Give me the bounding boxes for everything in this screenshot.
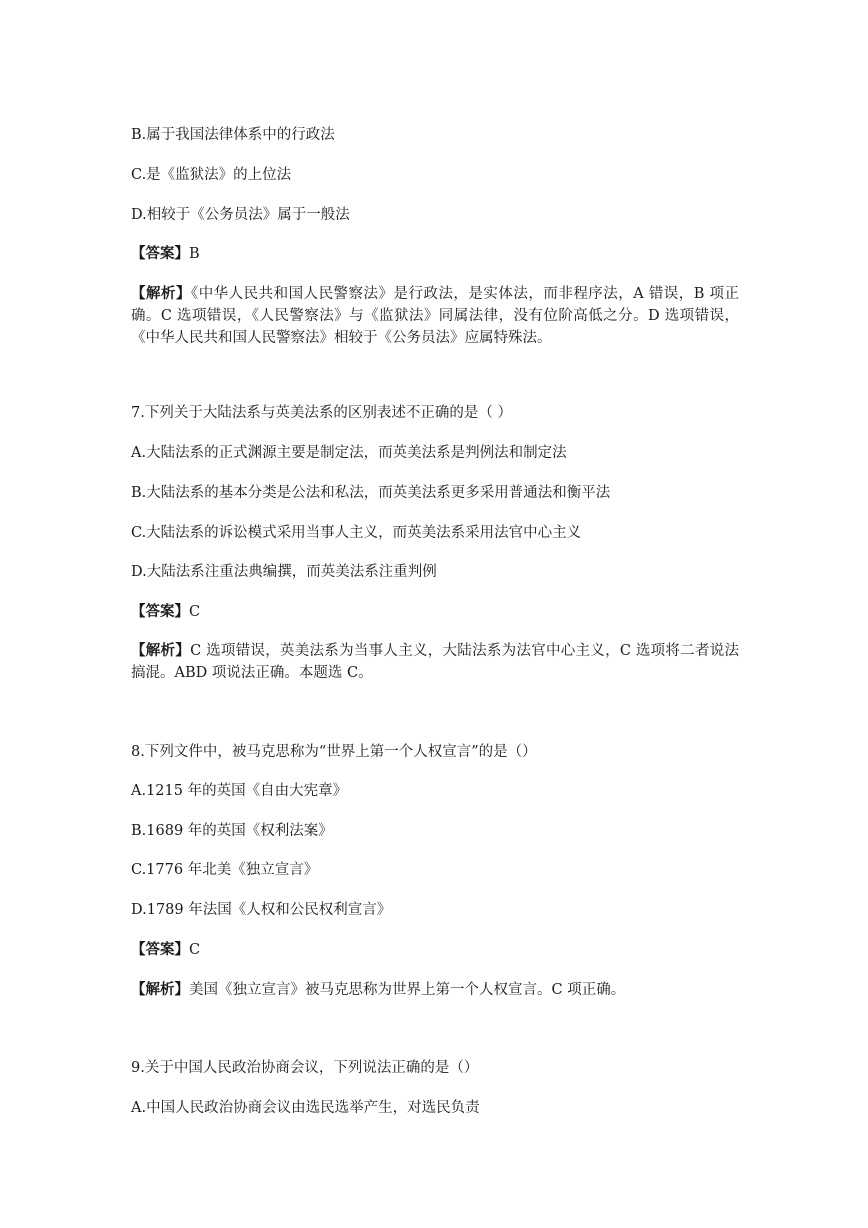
q6-option-c: C.是《监狱法》的上位法 [131,167,292,183]
analysis-label: 【解析】 [131,982,189,998]
q8-analysis [131,979,741,1001]
q6-option-d: D.相较于《公务员法》属于一般法 [131,207,350,223]
q9-question: 9.关于中国人民政治协商会议，下列说法正确的是（） [131,1060,479,1076]
q8-option-a: A.1215 年的英国《自由大宪章》 [131,783,348,799]
answer-value: C [189,942,201,958]
analysis-label: 【解析】 [131,286,191,302]
q7-option-a: A.大陆法系的正式渊源主要是制定法，而英美法系是判例法和制定法 [131,445,567,461]
q6-analysis [131,283,739,349]
q7-option-c: C.大陆法系的诉讼模式采用当事人主义，而英美法系采用法官中心主义 [131,525,582,541]
q9-option-a: A.中国人民政治协商会议由选民选举产生，对选民负责 [131,1100,480,1116]
q8-question: 8.下列文件中，被马克思称为“世界上第一个人权宣言”的是（） [131,744,537,760]
answer-label: 【答案】 [131,604,189,620]
q8-option-c: C.1776 年北美《独立宣言》 [131,862,319,878]
q7-question: 7.下列关于大陆法系与英美法系的区别表述不正确的是（ ） [131,405,512,421]
answer-label: 【答案】 [131,942,189,958]
answer-label: 【答案】 [131,246,189,262]
q7-option-d: D.大陆法系注重法典编撰，而英美法系注重判例 [131,564,437,580]
q7-option-b: B.大陆法系的基本分类是公法和私法，而英美法系更多采用普通法和衡平法 [131,485,611,501]
analysis-text: C 选项错误，英美法系为当事人主义，大陆法系为法官中心主义，C 选项将二者说法搞混。ABD 项说法正确。本题选 C。 [131,643,739,681]
analysis-text: 美国《独立宣言》被马克思称为世界上第一个人权宣言。C 项正确。 [189,982,626,998]
answer-value: B [189,246,200,262]
analysis-label: 【解析】 [131,643,191,659]
q8-answer [131,939,741,961]
analysis-text: 《中华人民共和国人民警察法》是行政法，是实体法，而非程序法，A 错误，B 项正确。C 选项错误，《人民警察法》与《监狱法》同属法律，没有位阶高低之分。D 选项错误，《中华人民共和国人民警察法》相较于《公务员法》应属特殊法。 [131,286,740,346]
q7-answer [131,601,741,623]
q8-option-d: D.1789 年法国《人权和公民权利宣言》 [131,902,392,918]
q6-option-b: B.属于我国法律体系中的行政法 [131,127,335,143]
q6-answer [131,243,741,265]
answer-value: C [189,604,201,620]
q7-analysis [131,640,739,684]
q8-option-b: B.1689 年的英国《权利法案》 [131,823,333,839]
